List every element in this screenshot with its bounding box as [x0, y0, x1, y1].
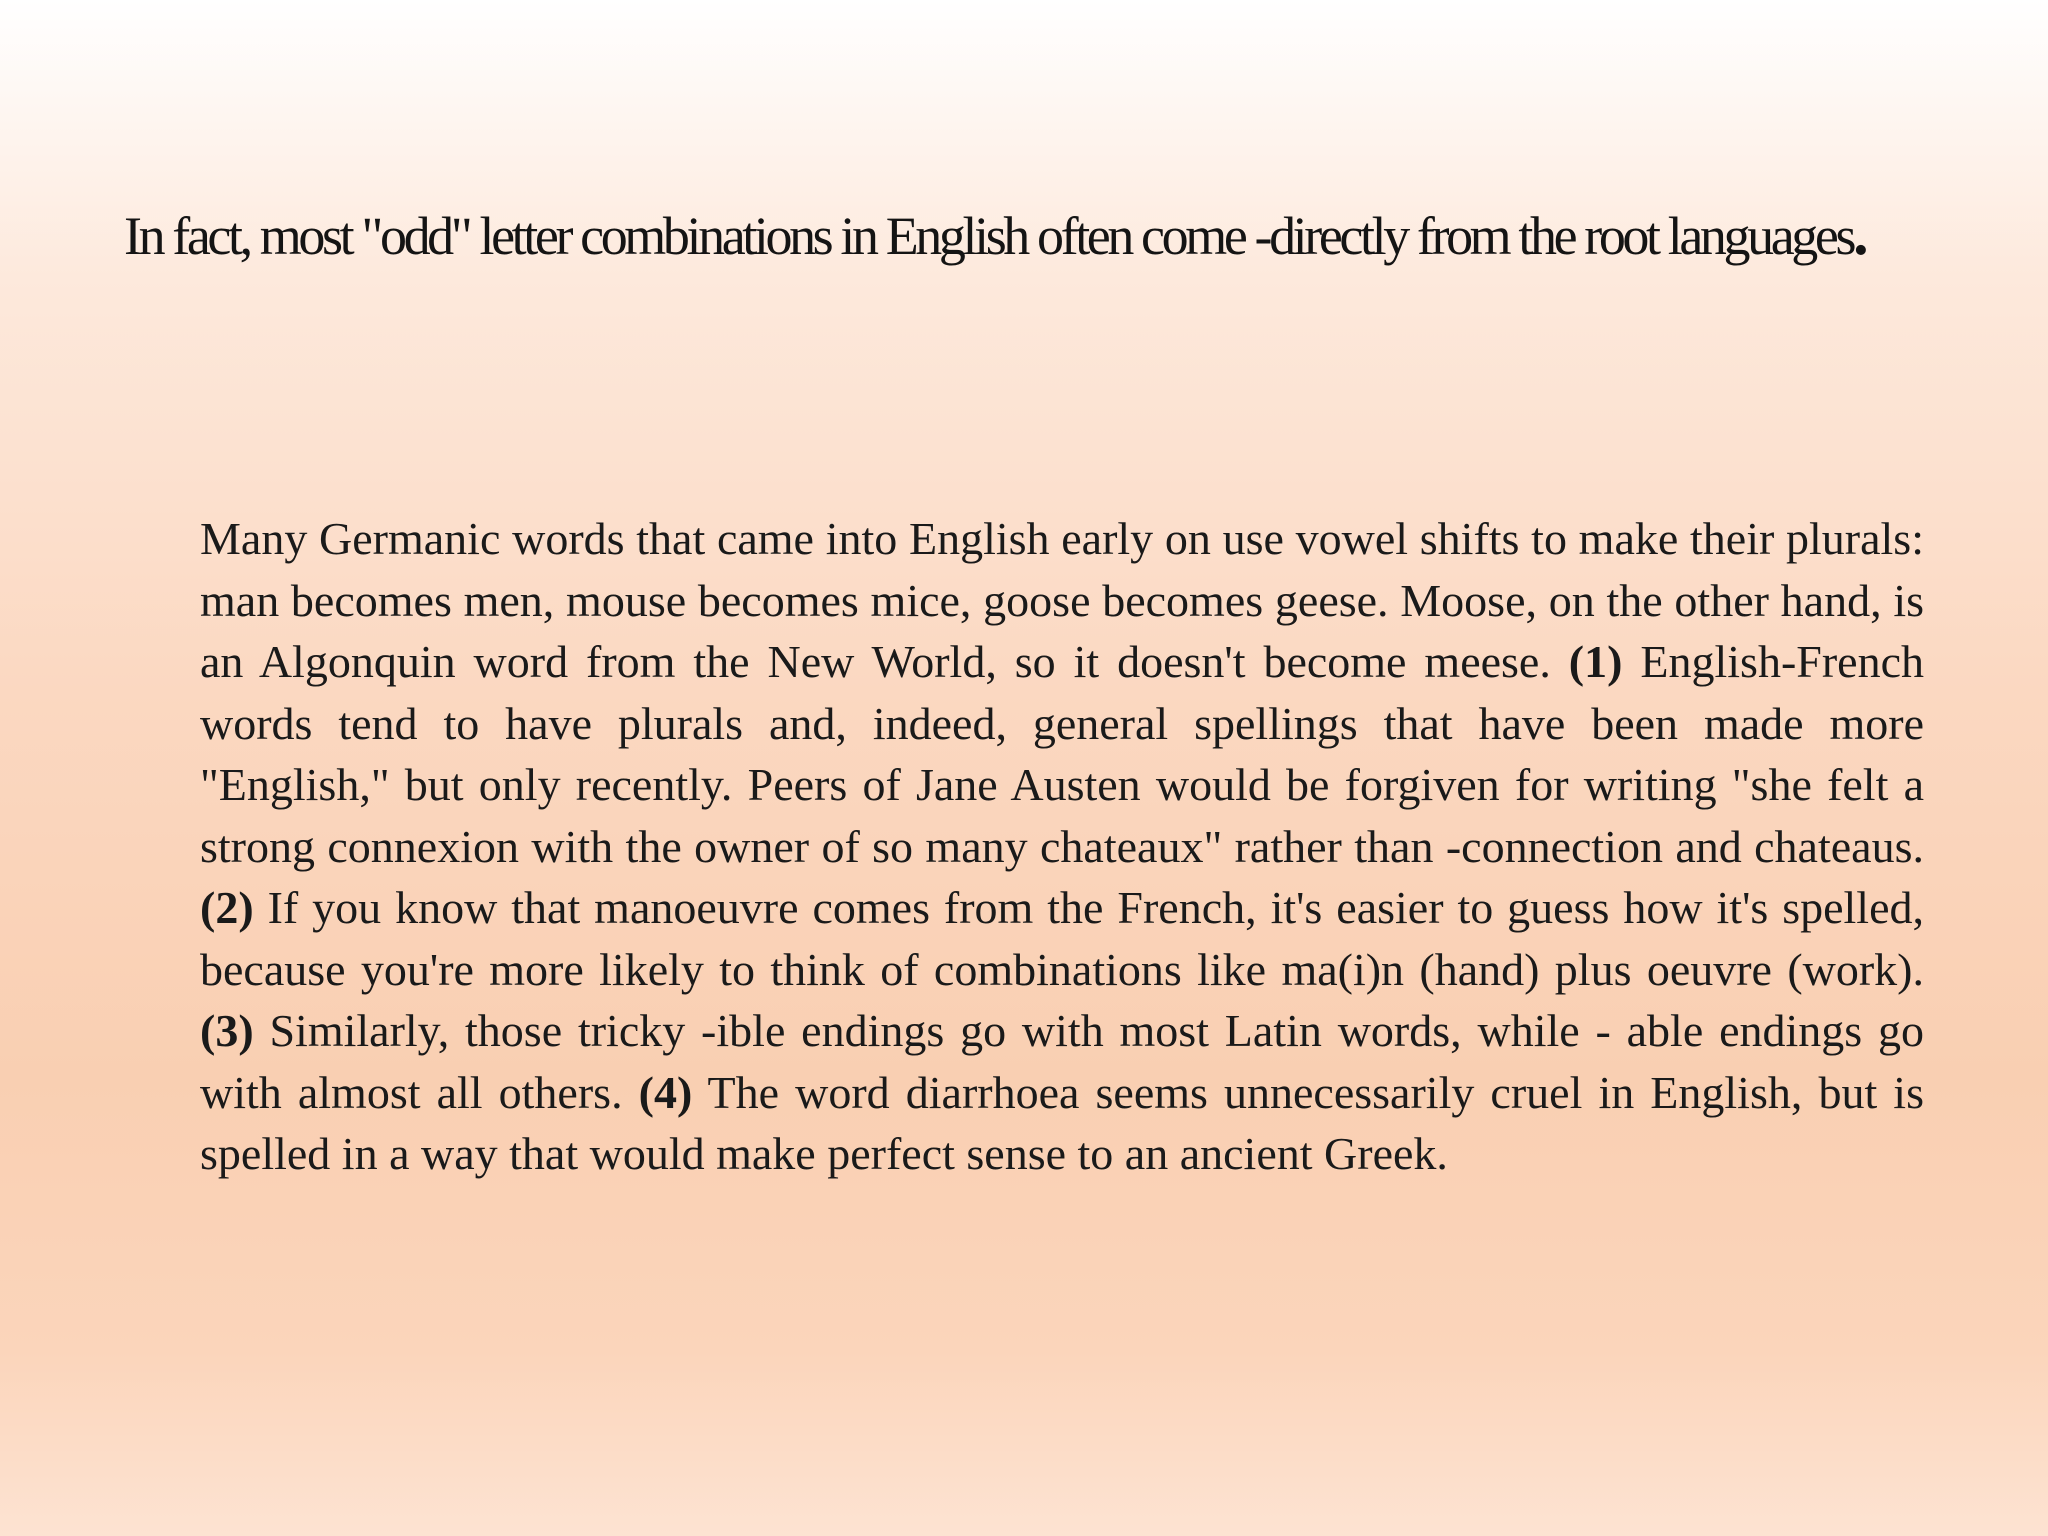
note-marker-3: (3) [200, 1005, 254, 1056]
body-text-segment-5: The word diarrhoea seems unnecessarily cruel in English, but is spelled in a way that would make perfect sense to an ancient Greek. [200, 1066, 1924, 1179]
note-marker-2: (2) [200, 882, 254, 933]
slide-body-paragraph [200, 508, 1924, 1185]
body-text-segment-4: Similarly, those tricky -ible endings go with most Latin words, while - able endings go with almost all others. [200, 1005, 1924, 1118]
note-marker-4: (4) [638, 1066, 693, 1118]
body-text-segment-1: Many Germanic words that came into English early on use vowel shifts to make their plurals: man becomes men, mouse becomes mice, goose becomes geese. Moose, on the other hand, is an Algonquin word from the New World, so it doesn't become meese. [200, 513, 1924, 687]
slide-title [124, 198, 2004, 272]
slide-title-period: . [1853, 200, 1869, 268]
note-marker-1: (1) [1568, 636, 1623, 687]
slide-title-text: In fact, most "odd" letter combinations in English often come -directly from the root languages [124, 206, 1854, 266]
body-text-segment-2: English-French words tend to have plurals and, indeed, general spellings that have been made more "English," but only recently. Peers of Jane Austen would be forgiven for writing "she felt a strong connexion with the owner of so many chateaux" rather than -connection and chateaus. [200, 636, 1924, 872]
body-text-segment-3: If you know that manoeuvre comes from the French, it's easier to guess how it's spelled, because you're more likely to think of combinations like ma(i)n (hand) plus oeuvre (work). [200, 882, 1924, 995]
